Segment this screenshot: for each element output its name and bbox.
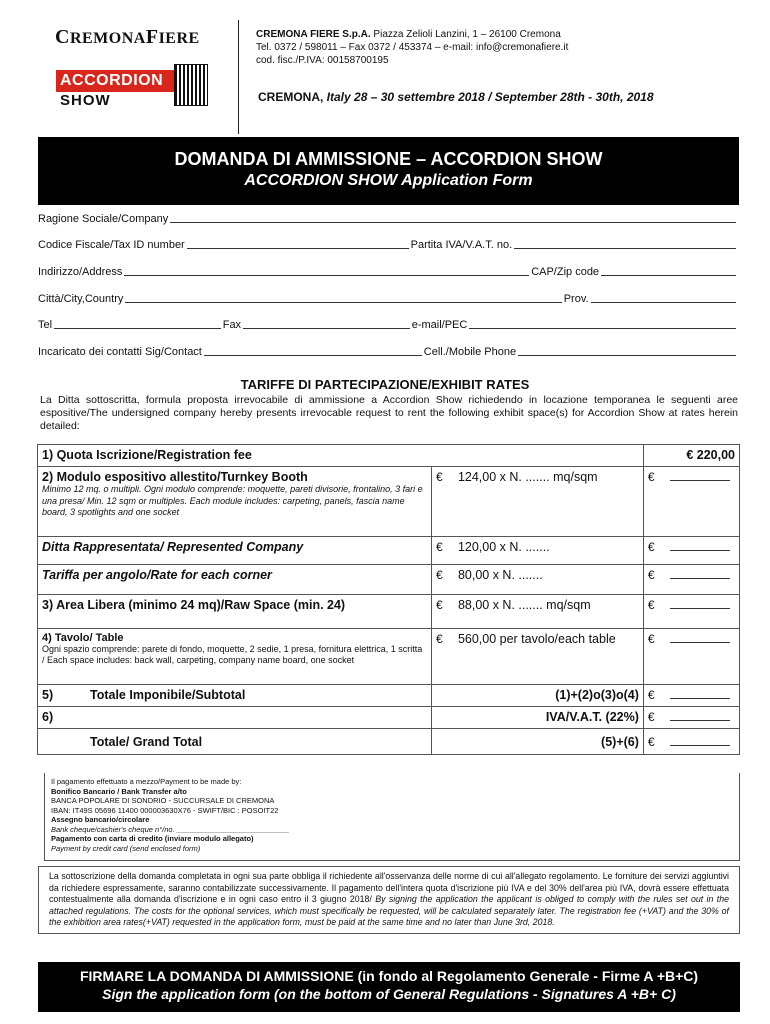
table-total-field[interactable] — [670, 632, 730, 643]
logo-show-text: SHOW — [60, 92, 111, 109]
table-row: 6) IVA/V.A.T. (22%) € — [38, 707, 740, 729]
tel-field[interactable] — [54, 318, 221, 329]
table-row: 4) Tavolo/ Table Ogni spazio comprende: parete di fondo, moquette, 2 sedie, 1 presa, fornitura elettrica, 1 scritta / Each space includes: back wall, carpeting, company name board, one socket € 560,00 per tavolo/each table € — [38, 629, 740, 685]
address-row: Indirizzo/Address CAP/Zip code — [38, 262, 738, 278]
bank-transfer-option[interactable]: Bonifico Bancario / Bank Transfer a/to — [51, 786, 187, 796]
table-row: 3) Area Libera (minimo 24 mq)/Raw Space (min. 24) € 88,00 x N. ....... mq/sqm € — [38, 595, 740, 629]
form-title-block — [38, 137, 739, 205]
table-row: Tariffa per angolo/Rate for each corner € 80,00 x N. ....... € — [38, 565, 740, 595]
email-field[interactable] — [469, 318, 736, 329]
raw-space-total-field[interactable] — [670, 598, 730, 609]
province-field[interactable] — [591, 292, 736, 303]
corner-total-field[interactable] — [670, 568, 730, 579]
cheque-option[interactable]: Assegno bancario/circolare — [51, 815, 150, 824]
city-row: Città/City,Country Prov. — [38, 289, 738, 305]
fax-field[interactable] — [243, 318, 410, 329]
table-row: 2) Modulo espositivo allestito/Turnkey Booth Minimo 12 mq. o multipli. Ogni modulo comprende: moquette, pareti divisorie, frontalino, 3 fari e una presa/ Min. 12 sqm or multiples. Each module includes: carpeting, panels, fascia name board, 3 spotlights and one socket € 124,00 x N. ....... mq/sqm € — [38, 467, 740, 537]
brand-wordmark: CREMONAFIERE — [55, 26, 200, 48]
contact-person-row: Incaricato dei contatti Sig/Contact Cell./Mobile Phone — [38, 342, 738, 358]
address-field[interactable] — [124, 265, 529, 276]
contact-row: Tel Fax e-mail/PEC — [38, 315, 738, 331]
rates-intro: La Ditta sottoscritta, formula proposta irrevocabile di ammissione a Accordion Show richiedendo in locazione temporanea le seguenti aree espositive/The undersigned company hereby presents irrevocable request to rent the following exhibit space(s) for Accordion Show at rates herein detailed: — [40, 394, 738, 432]
event-dates: CREMONA, Italy 28 – 30 settembre 2018 / September 28th - 30th, 2018 — [258, 90, 654, 104]
form-subtitle: ACCORDION SHOW Application Form — [244, 172, 533, 189]
credit-card-option[interactable]: Pagamento con carta di credito (inviare modulo allegato) — [51, 834, 254, 843]
rates-title: TARIFFE DI PARTECIPAZIONE/EXHIBIT RATES — [240, 377, 530, 392]
contact-person-field[interactable] — [204, 345, 422, 356]
terms-note: La sottoscrizione della domanda completata in ogni sua parte obbliga il richiedente all'osservanza delle norme di cui all'allegato regolamento. Le forniture dei servizi aggiuntivi da richiedere espressamente, saranno contabilizzate successivamente. Il pagamento dell'intera quota d'iscrizione più IVA e del 30% dell'area più IVA, dovrà essere effettuata contestualmente alla domanda d'iscrizione e in ogni caso entro il 3 giugno 2018/ By signing the application the applicant is obliged to comply with the rules set out in the attached regulations. The costs for the optional services, which must specifically be requested, will be calculated separately later. The registration fee (+VAT) and the 30% of the exhibition area rates(+VAT) requested in the application form, must be paid at the same time and no later than June 3rd, 2018. — [38, 866, 740, 934]
tax-id-field[interactable] — [187, 238, 409, 249]
table-row: 1) Quota Iscrizione/Registration fee € 220,00 — [38, 445, 740, 467]
vat-field[interactable] — [514, 238, 736, 249]
table-row: 5) Totale Imponibile/Subtotal (1)+(2)o(3)o(4) € — [38, 685, 740, 707]
turnkey-total-field[interactable] — [670, 470, 730, 481]
payment-box: Il pagamento effettuato a mezzo/Payment to be made by: Bonifico Bancario / Bank Transfer a/to BANCA POPOLARE DI SONDRIO - SUCCURSALE DI CREMONA IBAN: IT49S 05696 11400 000003630X76 - SWIFT/BIC : POSOIT22 Assegno bancario/circolare Bank cheque/cashier's cheque n°/no. ___________________________ Pagamento con carta di credito (inviare modulo allegato) Payment by credit card (send enclosed form) — [44, 773, 740, 861]
represented-total-field[interactable] — [670, 540, 730, 551]
form-title: DOMANDA DI AMMISSIONE – ACCORDION SHOW — [174, 149, 603, 169]
vat-total-field[interactable] — [670, 710, 730, 721]
mobile-field[interactable] — [518, 345, 736, 356]
accordion-icon — [174, 64, 208, 106]
accordion-show-logo — [56, 64, 206, 110]
company-field[interactable]: Ragione Sociale/Company — [38, 209, 738, 225]
tax-id-row: Codice Fiscale/Tax ID number Partita IVA/V.A.T. no. — [38, 235, 738, 251]
grand-total-field[interactable] — [670, 735, 730, 746]
company-info: CREMONA FIERE S.p.A. Piazza Zelioli Lanzini, 1 – 26100 Cremona Tel. 0372 / 598011 – Fax 0372 / 453374 – e-mail: info@cremonafiere.it cod. fisc./P.IVA: 00158700195 — [256, 29, 569, 66]
table-row: Ditta Rappresentata/ Represented Company € 120,00 x N. ....... € — [38, 537, 740, 565]
city-field[interactable] — [125, 292, 561, 303]
signature-instruction: FIRMARE LA DOMANDA DI AMMISSIONE (in fondo al Regolamento Generale - Firme A +B+C) Sign the application form (on the bottom of General Regulations - Signatures A +B+ C) — [38, 962, 740, 1012]
zip-field[interactable] — [601, 265, 736, 276]
logo-accordion-text: ACCORDION — [56, 70, 178, 92]
subtotal-field[interactable] — [670, 688, 730, 699]
header-divider — [238, 20, 239, 134]
table-row: Totale/ Grand Total (5)+(6) € — [38, 729, 740, 755]
rates-table — [37, 444, 740, 755]
